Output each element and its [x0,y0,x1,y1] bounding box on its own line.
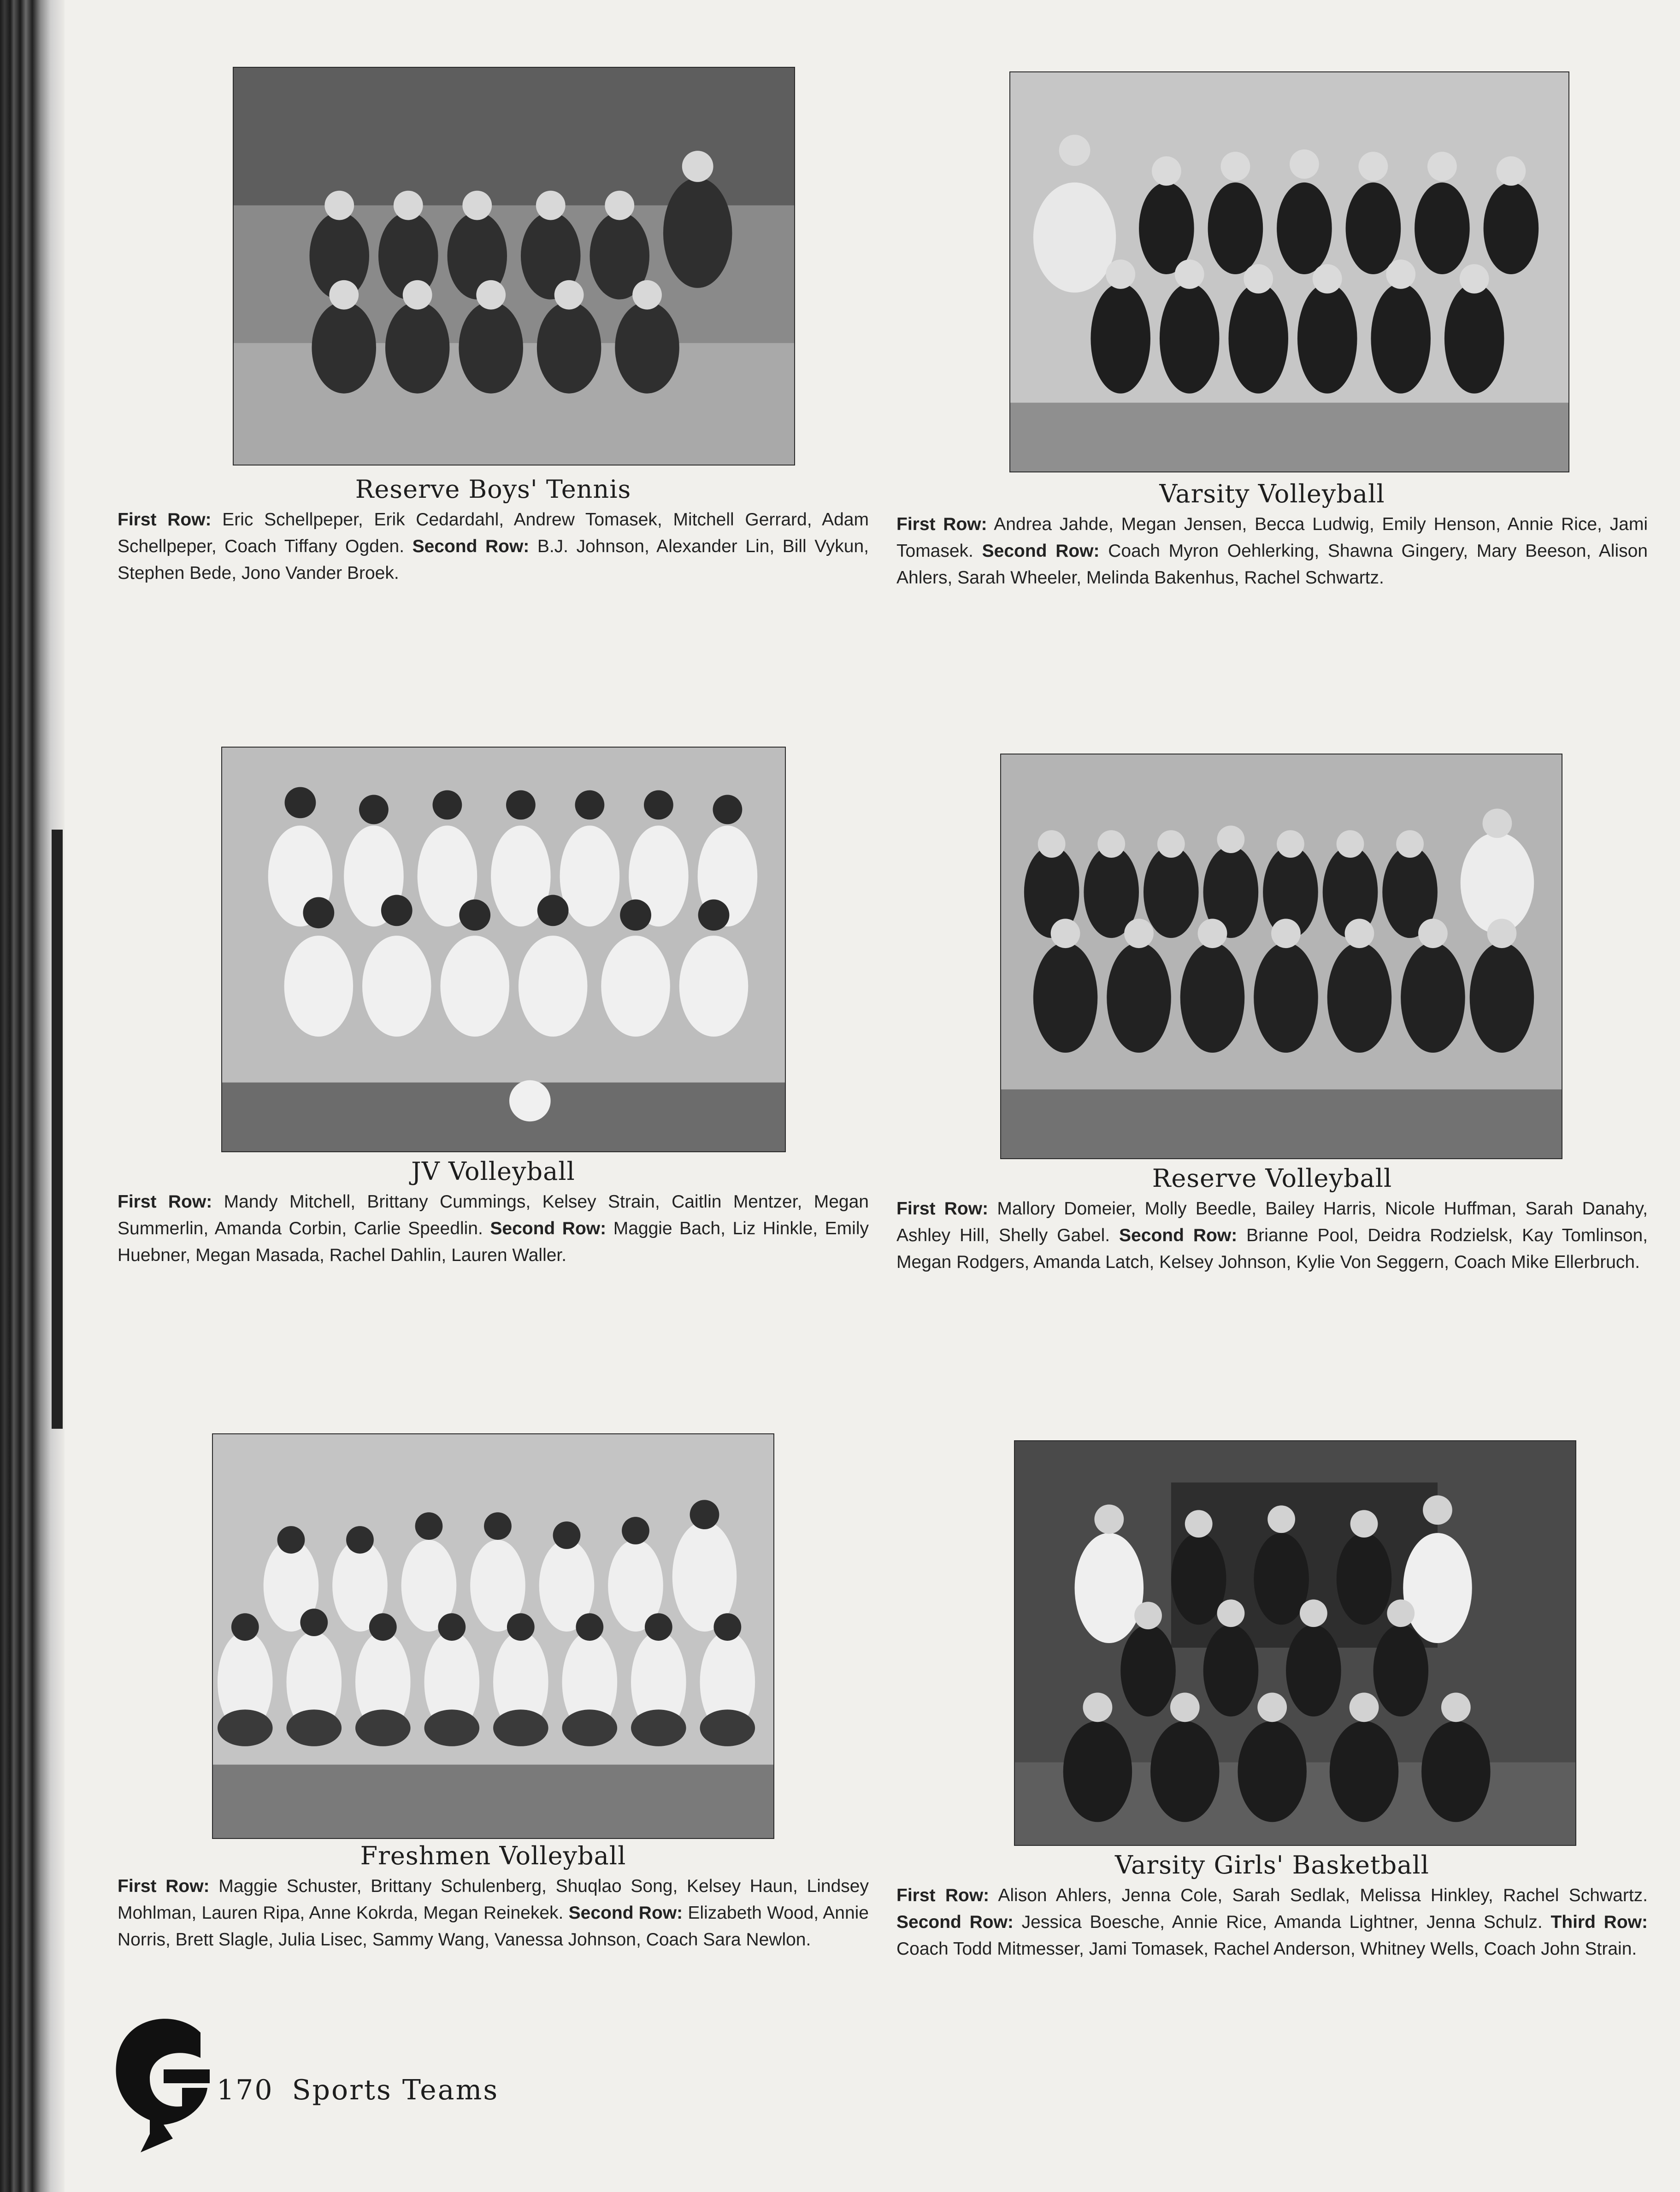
row-label: Second Row: [896,1912,1014,1932]
section-name: Sports Teams [292,2074,499,2106]
row-label: Second Row: [568,1903,683,1923]
row-label: Second Row: [412,536,530,556]
page-footer [217,2074,499,2106]
row-label: First Row: [118,1192,212,1212]
roster-text [118,1189,869,1269]
row-names: Mandy Mitchell, Brittany Cummings, Kelsey Strain, Caitlin Mentzer, Megan Summerlin, Amanda Corbin, Carlie Speedlin. [118,1192,869,1238]
team-photo-reserve-volleyball [1000,754,1562,1159]
row-names: Coach Todd Mitmesser, Jami Tomasek, Rachel Anderson, Whitney Wells, Coach John Strain. [896,1939,1637,1959]
binding-edge [52,830,63,1429]
team-title: Reserve Boys' Tennis [355,475,631,504]
row-names: B.J. Johnson, Alexander Lin, Bill Vykun, Stephen Bede, Jono Vander Broek. [118,536,869,583]
row-label: First Row: [896,514,987,534]
caption-jv-volleyball [118,1157,869,1269]
team-photo-jv-volleyball [221,747,786,1152]
row-label: First Row: [896,1199,989,1219]
row-label: Second Row: [982,541,1100,561]
page-number: 170 [217,2074,274,2106]
caption-reserve-volleyball [896,1164,1648,1276]
row-label: Third Row: [1550,1912,1648,1932]
row-label: First Row: [896,1886,990,1905]
caption-varsity-volleyball [896,479,1648,591]
row-names: Maggie Bach, Liz Hinkle, Emily Huebner, Megan Masada, Rachel Dahlin, Lauren Waller. [118,1219,869,1265]
row-names: Brianne Pool, Deidra Rodzielsk, Kay Tomlinson, Megan Rodgers, Amanda Latch, Kelsey Johnson, Kylie Von Seggern, Coach Mike Ellerbruch. [896,1226,1648,1272]
roster-text [896,1882,1648,1962]
caption-varsity-girls-basketball [896,1850,1648,1962]
row-label: First Row: [118,510,212,530]
caption-reserve-boys-tennis [118,475,869,587]
team-title: JV Volleyball [411,1157,575,1186]
roster-text [896,1196,1648,1276]
roster-text [118,507,869,587]
team-photo-varsity-girls-basketball [1014,1440,1576,1846]
row-label: First Row: [118,1876,210,1896]
team-title: Varsity Volleyball [1159,479,1385,508]
team-title: Varsity Girls' Basketball [1115,1850,1429,1880]
team-title: Reserve Volleyball [1152,1164,1392,1193]
row-names: Coach Myron Oehlerking, Shawna Gingery, Mary Beeson, Alison Ahlers, Sarah Wheeler, Melinda Bakenhus, Rachel Schwartz. [896,541,1648,588]
row-names: Elizabeth Wood, Annie Norris, Brett Slagle, Julia Lisec, Sammy Wang, Vanessa Johnson, Coach Sara Newlon. [118,1903,869,1950]
team-photo-reserve-boys-tennis [233,67,795,466]
row-names: Eric Schellpeper, Erik Cedardahl, Andrew Tomasek, Mitchell Gerrard, Adam Schellpeper, Coach Tiffany Ogden. [118,510,869,556]
row-names: Andrea Jahde, Megan Jensen, Becca Ludwig, Emily Henson, Annie Rice, Jami Tomasek. [896,514,1648,561]
row-names: Alison Ahlers, Jenna Cole, Sarah Sedlak, Melissa Hinkley, Rachel Schwartz. [998,1886,1648,1905]
row-label: Second Row: [490,1219,607,1238]
row-names: Maggie Schuster, Brittany Schulenberg, Shuqlao Song, Kelsey Haun, Lindsey Mohlman, Lauren Ripa, Anne Kokrda, Megan Reinekek. [118,1876,869,1923]
caption-freshmen-volleyball [118,1841,869,1953]
team-photo-freshmen-volleyball [212,1433,774,1839]
team-photo-varsity-volleyball [1009,71,1569,472]
row-names: Jessica Boesche, Annie Rice, Amanda Lightner, Jenna Schulz. [1021,1912,1543,1932]
spartan-helmet-icon [108,2014,219,2152]
roster-text [896,511,1648,591]
roster-text [118,1873,869,1953]
team-title: Freshmen Volleyball [360,1841,626,1870]
row-label: Second Row: [1119,1226,1238,1245]
row-names: Mallory Domeier, Molly Beedle, Bailey Harris, Nicole Huffman, Sarah Danahy, Ashley Hill, Shelly Gabel. [896,1199,1648,1245]
